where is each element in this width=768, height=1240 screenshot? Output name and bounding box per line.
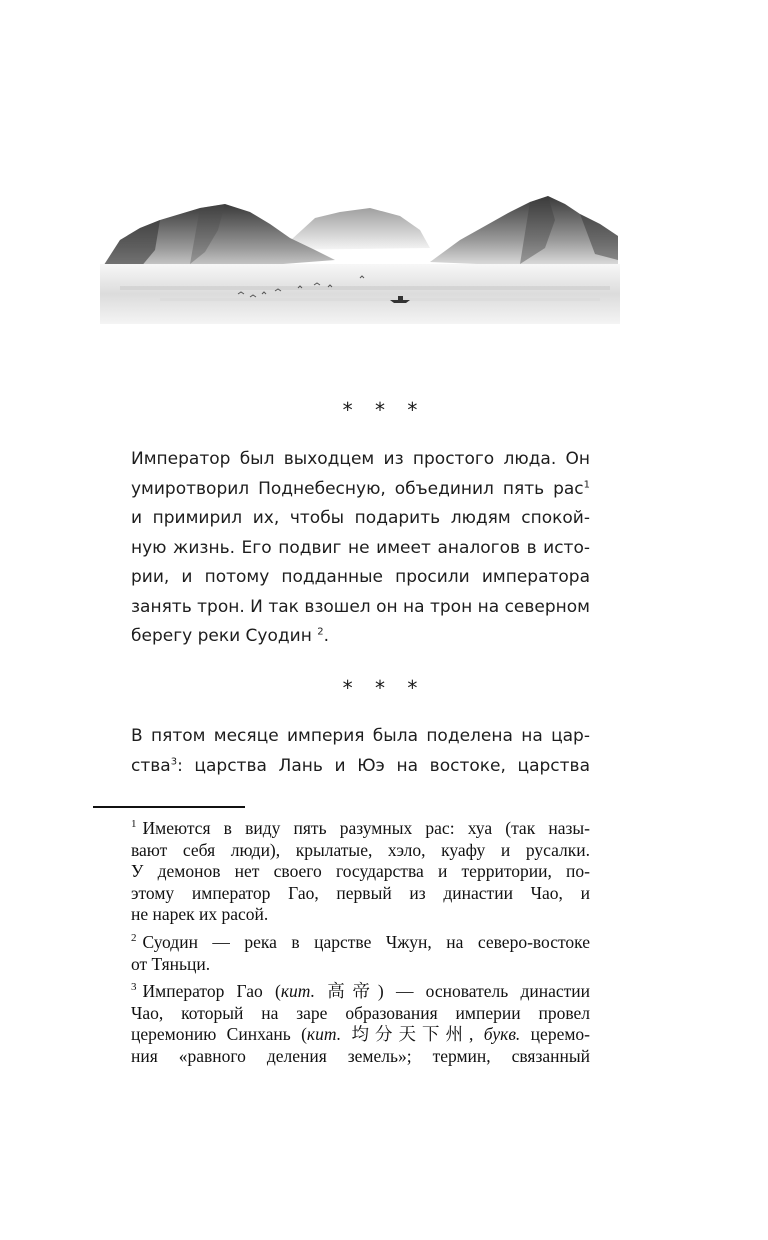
section-separator: * * *: [342, 676, 426, 700]
footnote-divider: [93, 806, 245, 808]
footnote-line: У демонов нет своего государства и территории, по-: [131, 861, 590, 881]
footnote-line: $^2$ Суодин — река в царстве Чжун, на северо-востоке: [131, 932, 590, 952]
footnote-line: $^3$ Император Гао (кит. 高帝) — основатель династии: [131, 981, 591, 1001]
footnote-3: [131, 981, 590, 1067]
footnote-2: [131, 932, 590, 975]
paragraph-2: [131, 722, 590, 781]
text-line: рии, и потому подданные просили императора: [131, 567, 590, 587]
mountain-lake-illustration: [100, 190, 620, 330]
text-line: и примирил их, чтобы подарить людям спокой-: [131, 508, 590, 528]
footnote-line: этому император Гао, первый из династии Чао, и: [131, 882, 590, 903]
lake-water: [100, 264, 620, 324]
text-line: Император был выходцем из простого люда. Он: [131, 449, 590, 469]
footnote-ref-2[interactable]: 2: [317, 626, 324, 638]
footnote-line: $^1$ Имеются в виду пять разумных рас: хуа (так назы-: [131, 818, 590, 838]
footnote-1: [131, 818, 590, 926]
footnote-line: вают себя люди), крылатые, хэло, куафу и русалки.: [131, 839, 590, 860]
far-mountain: [280, 208, 430, 250]
text-line: занять трон. И так взошел он на трон на северном: [131, 596, 590, 617]
footnote-line: ния «равного деления земель»; термин, связанный: [131, 1045, 590, 1066]
footnote-number: 1: [131, 818, 137, 831]
section-separator: * * *: [342, 398, 426, 422]
footnote-line: Чао, который на заре образования империи провел: [131, 1002, 590, 1023]
footnote-number: 2: [131, 932, 137, 945]
text-line: ную жизнь. Его подвиг не имеет аналогов в исто-: [131, 537, 590, 558]
text-line: ства$^3$: царства Лань и Юэ на востоке, царства: [131, 755, 590, 776]
footnote-line: церемонию Синхань (кит. 均分天下州, букв. церемо-: [131, 1024, 590, 1044]
footnote-number: 3: [131, 981, 137, 994]
footnote-ref-1[interactable]: 1: [583, 478, 590, 490]
paragraph-1: [131, 445, 590, 652]
footnote-line: не нарек их расой.: [131, 904, 269, 924]
footnote-line: от Тяньци.: [131, 953, 211, 974]
footnote-ref-3[interactable]: 3: [170, 755, 178, 767]
text-line: умиротворил Поднебесную, объединил пять рас$^1$: [131, 478, 590, 499]
text-line: берегу реки Суодин $^2$.: [131, 626, 329, 646]
text-line: В пятом месяце империя была поделена на цар-: [131, 726, 590, 746]
